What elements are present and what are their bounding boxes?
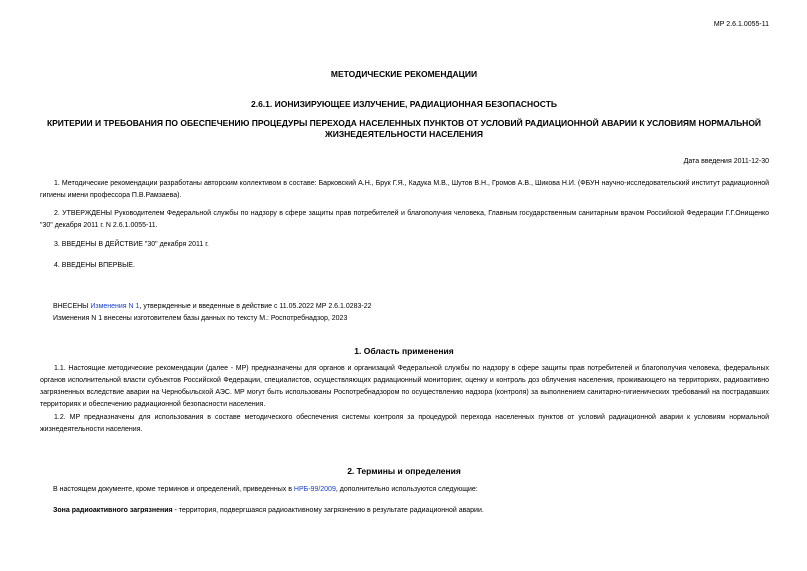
scope-heading: 1. Область применения [354, 346, 454, 356]
document-title: КРИТЕРИИ И ТРЕБОВАНИЯ ПО ОБЕСПЕЧЕНИЮ ПРОЦЕДУРЫ ПЕРЕХОДА НАСЕЛЕННЫХ ПУНКТОВ ОТ УСЛОВИЙ РАДИАЦИОННОЙ АВАРИИ К УСЛОВИЯМ НОРМАЛЬНОЙ ЖИЗНЕДЕЯТЕЛЬНОСТИ НАСЕЛЕНИЯ [46, 118, 762, 139]
terms-intro-prefix: В настоящем документе, кроме терминов и определений, приведенных в [53, 486, 294, 493]
document-type: МЕТОДИЧЕСКИЕ РЕКОМЕНДАЦИИ [330, 69, 478, 79]
term-name: Зона радиоактивного загрязнения [53, 507, 173, 514]
terms-heading: 2. Термины и определения [347, 466, 461, 476]
item-1-paragraph: 1. Методические рекомендации разработаны авторским коллективом в составе: Барковский А.Н., Брук Г.Я., Кадука М.В., Шутов В.Н., Громов А.В., Шикова Н.И. (ФБУН научно-исследовательский институт радиационной гигиены имени профессора П.В.Рамзаева). [40, 180, 769, 199]
changes-note: Изменения N 1 внесены изготовителем базы данных по тексту М.: Роспотребнадзор, 2023 [53, 315, 348, 322]
nrb-link[interactable]: НРБ-99/2009 [293, 486, 336, 493]
changes-prefix: ВНЕСЕНЫ [53, 303, 91, 310]
changes-link[interactable]: Изменения N 1 [90, 303, 140, 310]
item-4-paragraph: 4. ВВЕДЕНЫ ВПЕРВЫЕ. [54, 262, 135, 269]
document-code: МР 2.6.1.0055-11 [713, 21, 769, 28]
changes-suffix: , утвержденные и введенные в действие с 11.05.2022 МР 2.6.1.0283-22 [139, 303, 372, 310]
terms-intro [53, 484, 769, 496]
changes-paragraph [53, 301, 769, 312]
scope-paragraph-2: 1.2. МР предназначены для использования в составе методического обеспечения системы контроля за процедурой перехода населенных пунктов от условий радиационной аварии к условиям нормальной жизнедеятельности населения. [40, 414, 769, 433]
term-description: - территория, подвергшаяся радиоактивному загрязнению в результате радиационной аварии. [172, 507, 484, 514]
term-definition [53, 505, 769, 517]
terms-intro-suffix: , дополнительно используются следующие: [335, 486, 478, 493]
item-3-paragraph: 3. ВВЕДЕНЫ В ДЕЙСТВИЕ "30" декабря 2011 г. [54, 241, 209, 248]
section-title: 2.6.1. ИОНИЗИРУЮЩЕЕ ИЗЛУЧЕНИЕ, РАДИАЦИОННАЯ БЕЗОПАСНОСТЬ [250, 99, 557, 109]
item-2-paragraph: 2. УТВЕРЖДЕНЫ Руководителем Федеральной службы по надзору в сфере защиты прав потребителей и благополучия человека, Главным государственным санитарным врачом Российской Федерации Г.Г.Онищенко "30" декабря 2011 г. N 2.6.1.0055-11. [40, 210, 769, 229]
scope-paragraph-1: 1.1. Настоящие методические рекомендации (далее - МР) предназначены для органов и организаций Федеральной службы по надзору в сфере защиты прав потребителей и благополучия человека, федеральных органов исполнительной власти субъектов Российской Федерации, специалистов, осуществляющих радиационный мониторинг, оценку и контроль доз облучения населения, проживающего на территориях, радиоактивно загрязненных вследствие аварии на Чернобыльской АЭС. МР могут быть использованы Роспотребнадзором по осуществлению надзора (контроля) за выполнением санитарно-гигиенических требований на пострадавших территориях и обеспечению радиационной безопасности населения. [40, 365, 769, 408]
introduction-date: Дата введения 2011-12-30 [683, 158, 769, 165]
